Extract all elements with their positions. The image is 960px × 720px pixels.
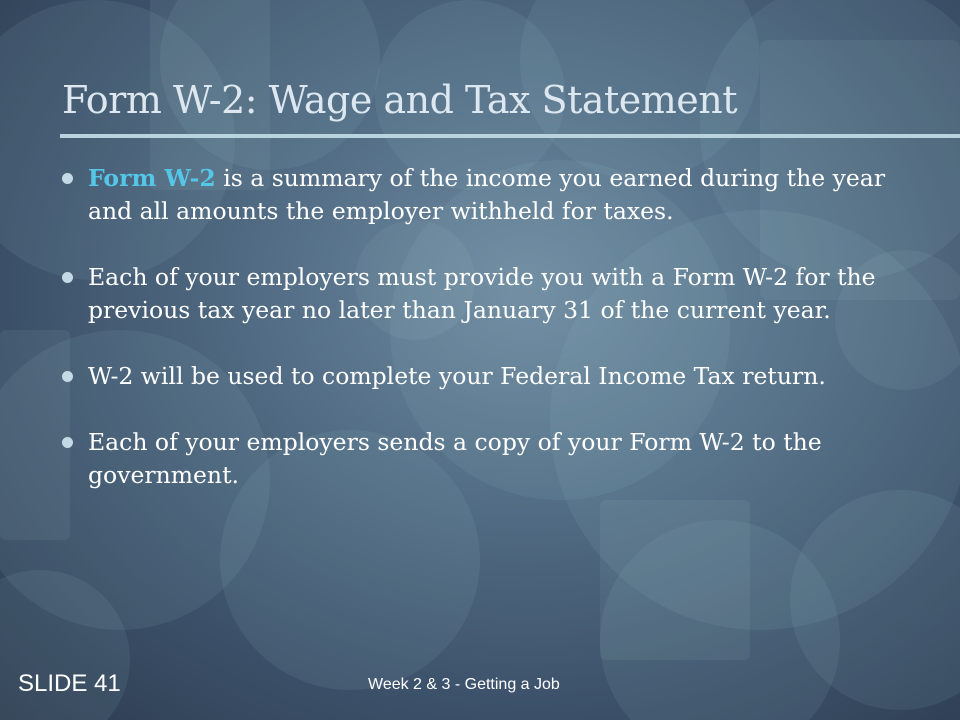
bullet-dot-icon — [62, 173, 73, 184]
slide-title: Form W-2: Wage and Tax Statement — [62, 78, 738, 122]
bullet-list — [62, 162, 922, 525]
bullet-text: Each of your employers must provide you with a Form W-2 for the previous tax year no later than January 31 of the current year. — [88, 263, 876, 324]
bullet-text: is a summary of the income you earned during the year and all amounts the employer withheld for taxes. — [88, 164, 886, 225]
title-divider — [60, 134, 960, 138]
bullet-item — [62, 360, 922, 393]
bullet-text: Each of your employers sends a copy of your Form W-2 to the government. — [88, 428, 822, 489]
bullet-dot-icon — [62, 272, 73, 283]
bullet-dot-icon — [62, 371, 73, 382]
bullet-item — [62, 162, 922, 228]
footer-text: Week 2 & 3 - Getting a Job — [368, 676, 560, 693]
bullet-item — [62, 261, 922, 327]
slide-number: SLIDE 41 — [18, 670, 121, 697]
bullet-text: W-2 will be used to complete your Federal Income Tax return. — [88, 362, 826, 390]
bullet-highlight: Form W-2 — [88, 164, 216, 192]
bullet-item — [62, 426, 922, 492]
bullet-dot-icon — [62, 437, 73, 448]
